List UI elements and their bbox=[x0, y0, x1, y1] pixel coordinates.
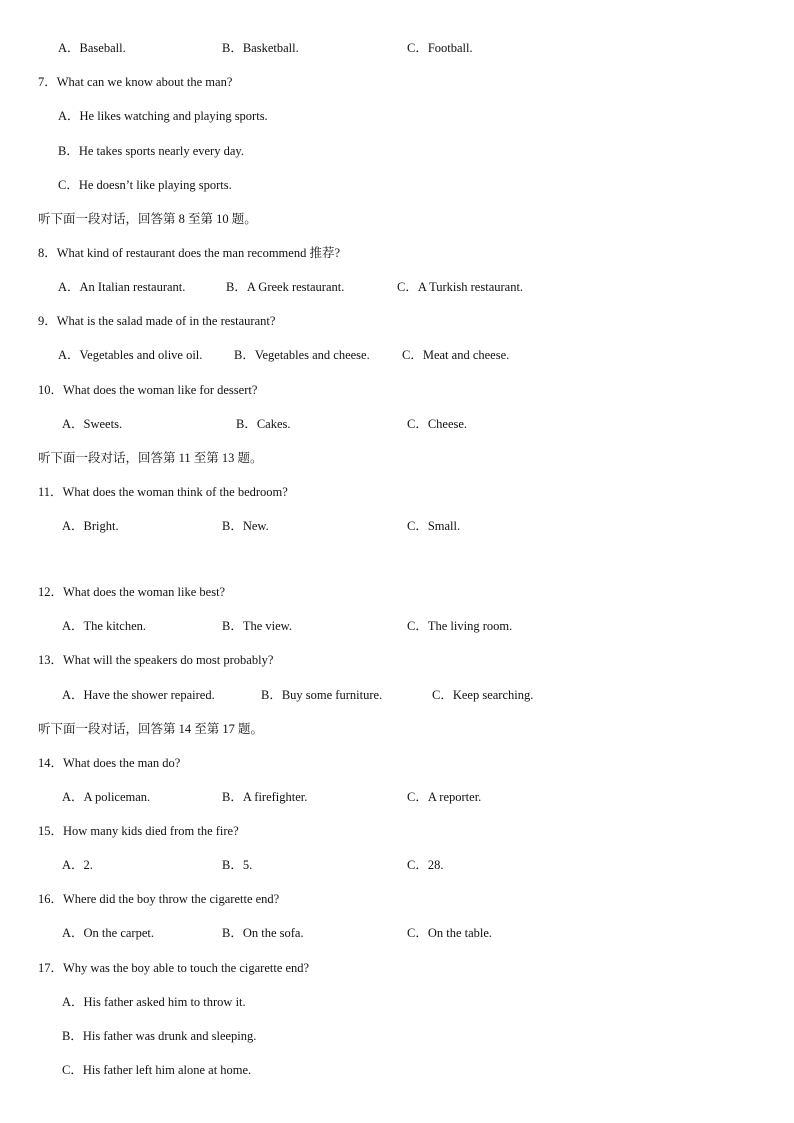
q8-option-b: B．A Greek restaurant. bbox=[226, 280, 345, 294]
q11-option-c: C．Small. bbox=[407, 519, 461, 533]
q12-option-a: A．The kitchen. bbox=[62, 619, 147, 633]
q11-question: 11．What does the woman think of the bedroom? bbox=[38, 485, 288, 499]
q7-option-a: A．He likes watching and playing sports. bbox=[58, 109, 268, 123]
q12-option-b: B．The view. bbox=[222, 619, 293, 633]
q17-option-b: B．His father was drunk and sleeping. bbox=[62, 1029, 257, 1043]
q13-option-a: A．Have the shower repaired. bbox=[62, 688, 215, 702]
q17-option-a: A．His father asked him to throw it. bbox=[62, 995, 246, 1009]
section-heading-14-17: 听下面一段对话，回答第 14 至第 17 题。 bbox=[38, 722, 264, 736]
q8-question: 8．What kind of restaurant does the man recommend 推荐? bbox=[38, 246, 340, 260]
q7-option-b: B．He takes sports nearly every day. bbox=[58, 144, 244, 158]
q13-option-c: C．Keep searching. bbox=[432, 688, 534, 702]
q13-question: 13．What will the speakers do most probably? bbox=[38, 653, 274, 667]
q16-option-c: C．On the table. bbox=[407, 926, 493, 940]
q9-option-b: B．Vegetables and cheese. bbox=[234, 348, 370, 362]
q12-question: 12．What does the woman like best? bbox=[38, 585, 226, 599]
q16-option-b: B．On the sofa. bbox=[222, 926, 304, 940]
q6-option-b: B．Basketball. bbox=[222, 41, 299, 55]
q12-option-c: C．The living room. bbox=[407, 619, 513, 633]
q14-option-c: C．A reporter. bbox=[407, 790, 482, 804]
q17-option-c: C．His father left him alone at home. bbox=[62, 1063, 252, 1077]
q16-option-a: A．On the carpet. bbox=[62, 926, 154, 940]
q9-question: 9．What is the salad made of in the restaurant? bbox=[38, 314, 276, 328]
q15-question: 15．How many kids died from the fire? bbox=[38, 824, 239, 838]
q6-option-c: C．Football. bbox=[407, 41, 473, 55]
q10-option-a: A．Sweets. bbox=[62, 417, 123, 431]
q15-option-c: C．28. bbox=[407, 858, 444, 872]
q11-option-a: A．Bright. bbox=[62, 519, 119, 533]
q6-option-a: A．Baseball. bbox=[58, 41, 126, 55]
q9-option-a: A．Vegetables and olive oil. bbox=[58, 348, 203, 362]
q15-option-b: B．5. bbox=[222, 858, 253, 872]
q7-question: 7．What can we know about the man? bbox=[38, 75, 233, 89]
q10-option-c: C．Cheese. bbox=[407, 417, 468, 431]
q14-option-b: B．A firefighter. bbox=[222, 790, 308, 804]
q8-option-c: C．A Turkish restaurant. bbox=[397, 280, 524, 294]
q14-option-a: A．A policeman. bbox=[62, 790, 151, 804]
section-heading-8-10: 听下面一段对话，回答第 8 至第 10 题。 bbox=[38, 212, 257, 226]
q9-option-c: C．Meat and cheese. bbox=[402, 348, 510, 362]
q17-question: 17．Why was the boy able to touch the cigarette end? bbox=[38, 961, 310, 975]
q11-option-b: B．New. bbox=[222, 519, 269, 533]
q16-question: 16．Where did the boy throw the cigarette end? bbox=[38, 892, 280, 906]
q10-option-b: B．Cakes. bbox=[236, 417, 291, 431]
q7-option-c: C．He doesn’t like playing sports. bbox=[58, 178, 232, 192]
q13-option-b: B．Buy some furniture. bbox=[261, 688, 383, 702]
q14-question: 14．What does the man do? bbox=[38, 756, 181, 770]
q15-option-a: A．2. bbox=[62, 858, 93, 872]
q8-option-a: A．An Italian restaurant. bbox=[58, 280, 186, 294]
q10-question: 10．What does the woman like for dessert? bbox=[38, 383, 258, 397]
section-heading-11-13: 听下面一段对话，回答第 11 至第 13 题。 bbox=[38, 451, 263, 465]
